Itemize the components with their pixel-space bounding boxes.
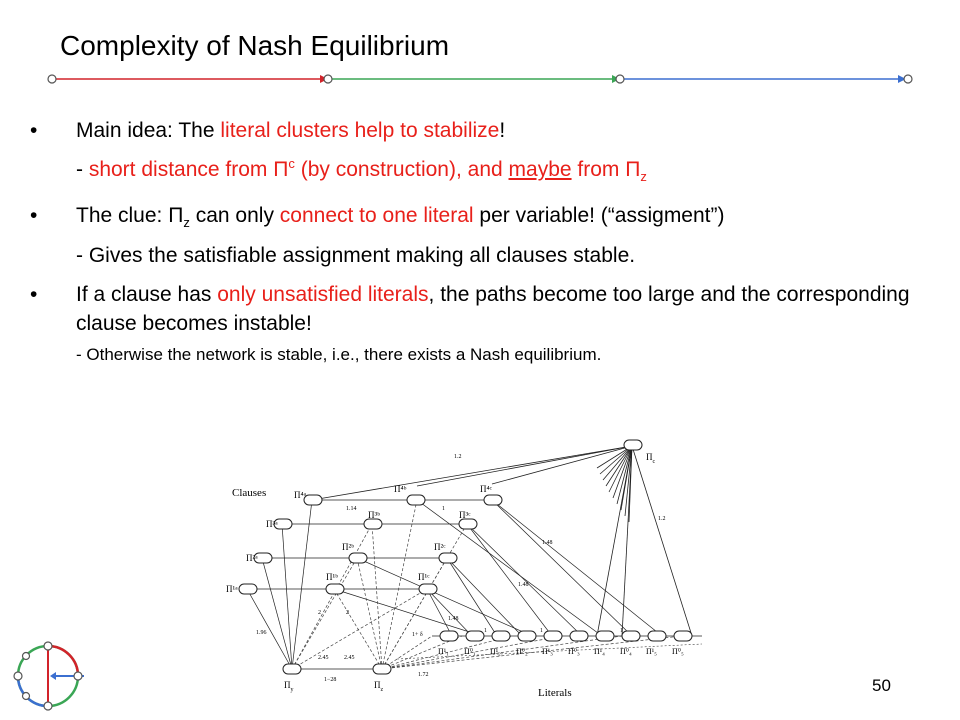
- page-title: Complexity of Nash Equilibrium: [60, 30, 450, 61]
- svg-text:Π¹₃: Π¹₃: [542, 647, 553, 656]
- svg-text:Π¹₅: Π¹₅: [646, 647, 657, 656]
- node-label-c2a: Π²ᵃ: [246, 553, 258, 563]
- node-label-c1b: Π¹ᵇ: [326, 572, 338, 582]
- node-label-c1c: Π¹ᶜ: [418, 572, 430, 582]
- svg-text:2: 2: [318, 610, 321, 616]
- svg-text:1.72: 1.72: [418, 672, 429, 678]
- svg-text:1.48: 1.48: [542, 540, 553, 546]
- svg-text:1.2: 1.2: [454, 454, 462, 460]
- svg-text:1.2: 1.2: [658, 516, 666, 522]
- bullet-item-clue: [30, 201, 930, 237]
- university-logo-icon: [8, 632, 92, 716]
- node-label-pi-z: $\Pi_z$: [374, 680, 384, 693]
- title-underline-bar: [40, 64, 920, 96]
- node-label-c2c: Π²ᶜ: [434, 542, 446, 552]
- node-label-c3b: Π³ᵇ: [368, 510, 380, 520]
- graph-nodes: [239, 440, 692, 674]
- page-number: 50: [872, 676, 891, 695]
- svg-text:1.48: 1.48: [518, 582, 529, 588]
- bullet-list: [30, 116, 930, 379]
- node-label-c2b: Π²ᵇ: [342, 542, 354, 552]
- clauses-label: Clauses: [232, 487, 267, 499]
- svg-text:Π⁰₅: Π⁰₅: [672, 647, 684, 656]
- svg-text:Π⁰₃: Π⁰₃: [568, 647, 580, 656]
- svg-text:Π⁰₁: Π⁰₁: [464, 647, 476, 656]
- bullet-item-clause: [30, 280, 930, 338]
- dashed-edges: [292, 500, 682, 669]
- clause-literal-edges: [247, 500, 662, 669]
- bullet-marker: •: [30, 283, 38, 307]
- bullet-text: If a clause has only unsatisfied literals, the paths become too large and the corresponding clause becomes instable!: [76, 283, 910, 336]
- node-label-c3a: Π³ᵃ: [266, 519, 278, 529]
- svg-text:1.96: 1.96: [256, 630, 267, 636]
- node-label-pi-c: $\Pi_c$: [646, 452, 656, 465]
- fan-lines: [312, 446, 692, 636]
- svg-text:Π⁰₄: Π⁰₄: [620, 647, 632, 656]
- svg-text:1−28: 1−28: [324, 677, 337, 683]
- literals-label: Literals: [538, 687, 572, 699]
- svg-text:Π¹₁: Π¹₁: [438, 647, 449, 656]
- literal-labels: [438, 647, 684, 656]
- node-label-c4c: Π⁴ᶜ: [480, 484, 492, 494]
- svg-text:1.14: 1.14: [346, 506, 357, 512]
- svg-text:Π¹₂: Π¹₂: [490, 647, 501, 656]
- bullet-marker: •: [30, 119, 38, 142]
- svg-text:Π¹₄: Π¹₄: [594, 647, 605, 656]
- sub-point-otherwise: - Otherwise the network is stable, i.e., there exists a Nash equilibrium.: [76, 345, 602, 365]
- bullet-text: Main idea: The literal clusters help to stabilize!: [76, 119, 506, 142]
- node-label-c4a: Π⁴ᵃ: [294, 490, 307, 500]
- svg-text:1: 1: [540, 628, 543, 634]
- svg-text:1: 1: [620, 628, 623, 634]
- bullet-text: The clue: $\Pi_z$ can only connect to one literal per variable! (“assigment”): [76, 204, 725, 231]
- svg-text:2.45: 2.45: [344, 655, 355, 661]
- svg-text:1: 1: [484, 628, 487, 634]
- sub-point-assignment: - Gives the satisfiable assignment making all clauses stable.: [76, 244, 636, 268]
- bullet-item-main-idea: [30, 116, 930, 145]
- node-label-c4b: Π⁴ᵇ: [394, 484, 407, 494]
- bullet-marker: •: [30, 204, 38, 228]
- svg-text:1+ δ: 1+ δ: [412, 632, 423, 638]
- network-diagram: [222, 434, 722, 704]
- svg-text:2.45: 2.45: [318, 655, 329, 661]
- svg-text:Π⁰₂: Π⁰₂: [516, 647, 528, 656]
- sub-point-short-distance: - short distance from $\Pi^c$ (by construction), and maybe from $\Pi_z$: [76, 156, 647, 185]
- svg-text:1: 1: [442, 506, 445, 512]
- node-label-c3c: Π³ᶜ: [459, 510, 471, 520]
- node-label-pi-y: $\Pi_y$: [284, 680, 294, 693]
- svg-text:2: 2: [346, 610, 349, 616]
- svg-text:1.48: 1.48: [448, 616, 459, 622]
- node-label-c1a: Π¹ᵃ: [226, 584, 238, 594]
